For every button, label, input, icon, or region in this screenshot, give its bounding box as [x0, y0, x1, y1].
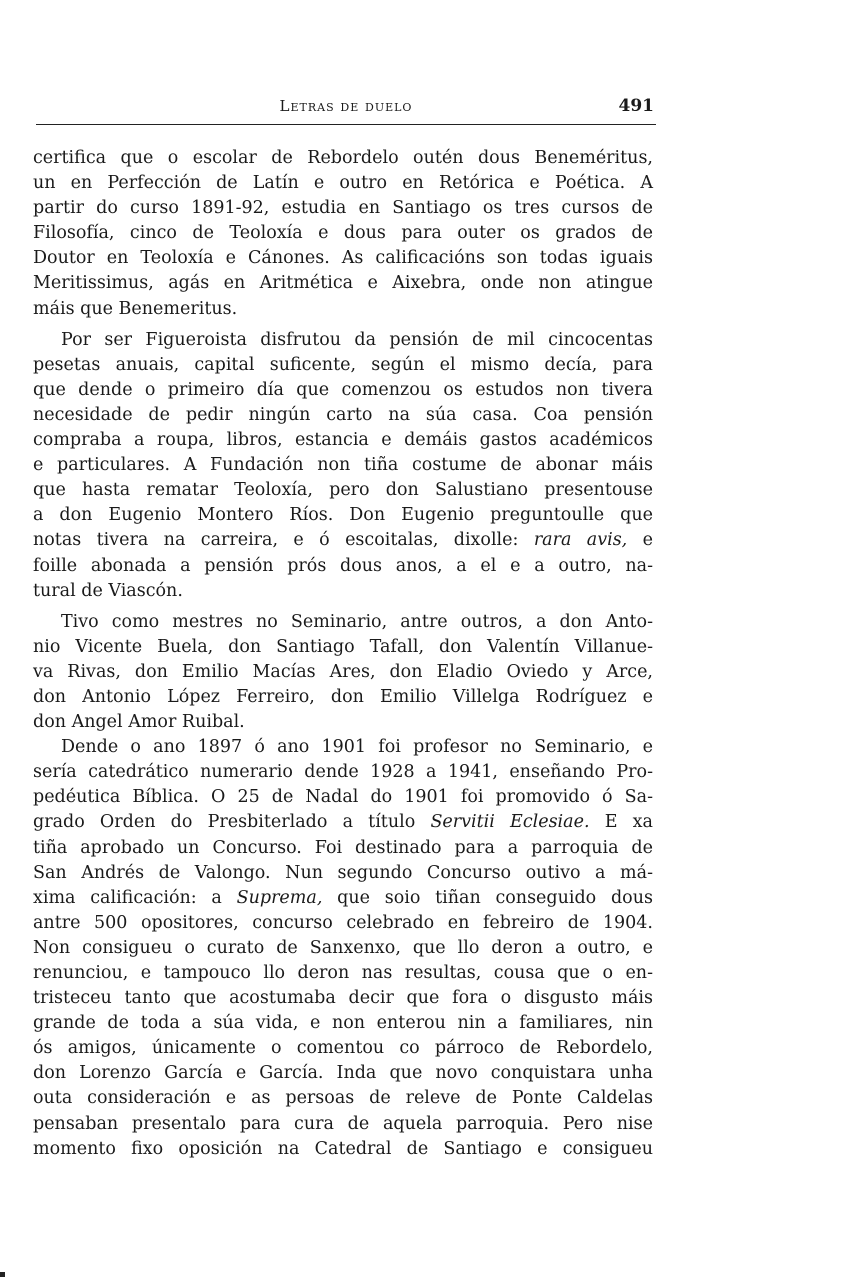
text-line: don Angel Amor Ruibal.	[33, 712, 245, 733]
italic-phrase: rara avis,	[533, 530, 628, 551]
text-span: notas tivera na carreira, e ó escoitalas, dixolle:	[33, 530, 519, 551]
text-line: don Lorenzo García e García. Inda que novo conquistara unha	[33, 1063, 653, 1084]
text-line: que hasta rematar Teoloxía, pero don Salustiano presentouse	[33, 480, 653, 501]
paragraph-2	[33, 328, 653, 604]
text-line: grande de toda a súa vida, e non enterou nin a familiares, nin	[33, 1013, 653, 1034]
text-line: a don Eugenio Montero Ríos. Don Eugenio preguntoulle que	[33, 505, 653, 526]
text-line: pedéutica Bíblica. O 25 de Nadal do 1901 foi promovido ó Sa-	[33, 787, 653, 808]
text-line	[33, 810, 653, 835]
text-line: Filosofía, cinco de Teoloxía e dous para outer os grados de	[33, 223, 653, 244]
text-line: don Antonio López Ferreiro, don Emilio Villelga Rodríguez e	[33, 686, 653, 707]
text-line: Por ser Figueroista disfrutou da pensión de mil cincocentas	[61, 329, 653, 350]
text-line: Meritissimus, agás en Aritmética e Aixebra, onde non atingue	[33, 273, 653, 294]
text-span: que soio tiñan conseguido dous	[337, 887, 653, 908]
text-line: pensaban presentalo para cura de aquela parroquia. Pero nise	[33, 1113, 653, 1134]
text-span: xima calificación: a	[33, 887, 222, 908]
text-line: antre 500 opositores, concurso celebrado en febreiro de 1904.	[33, 912, 653, 933]
text-line: tural de Viascón.	[33, 580, 183, 601]
italic-phrase: Servitii Eclesiae.	[430, 812, 590, 833]
text-line: que dende o primeiro día que comenzou os estudos non tivera	[33, 379, 653, 400]
text-line: tiña aprobado un Concurso. Foi destinado para a parroquia de	[33, 837, 653, 858]
text-line: Tivo como mestres no Seminario, antre outros, a don Anto-	[61, 611, 653, 632]
text-line: va Rivas, don Emilio Macías Ares, don Eladio Oviedo y Arce,	[33, 661, 653, 682]
text-line: compraba a roupa, libros, estancia e demáis gastos académicos	[33, 430, 653, 451]
text-line	[33, 886, 653, 911]
text-line: outa consideración e as persoas de releve de Ponte Caldelas	[33, 1088, 653, 1109]
text-line: Non consigueu o curato de Sanxenxo, que llo deron a outro, e	[33, 937, 653, 958]
text-line: foille abonada a pensión prós dous anos, a el e a outro, na-	[33, 555, 653, 576]
paragraph-1	[33, 146, 653, 322]
running-title: Letras de duelo	[279, 97, 413, 115]
text-span: e	[642, 530, 653, 551]
text-line: Doutor en Teoloxía e Cánones. As calificacións son todas iguais	[33, 248, 653, 269]
body-text	[33, 146, 653, 1162]
text-line: necesidade de pedir ningún carto na súa casa. Coa pensión	[33, 404, 653, 425]
text-line: pesetas anuais, capital suficente, según el mismo decía, para	[33, 354, 653, 375]
text-span: grado Orden do Presbiterlado a título	[33, 812, 416, 833]
text-line: e particulares. A Fundación non tiña costume de abonar máis	[33, 455, 653, 476]
italic-phrase: Suprema,	[236, 887, 323, 908]
text-line: momento fixo oposición na Catedral de Santiago e consigueu	[33, 1138, 653, 1159]
text-line: certifica que o escolar de Rebordelo outén dous Beneméritus,	[33, 148, 653, 168]
text-line: partir do curso 1891-92, estudia en Santiago os tres cursos de	[33, 198, 653, 219]
text-line: máis que Benemeritus.	[33, 298, 238, 319]
paragraph-4	[33, 735, 653, 1162]
paragraph-3	[33, 610, 653, 735]
text-line: renunciou, e tampouco llo deron nas resultas, cousa que o en-	[33, 963, 653, 983]
page-number: 491	[618, 96, 654, 116]
text-line: ós amigos, únicamente o comentou co párroco de Rebordelo,	[33, 1038, 653, 1059]
text-line	[33, 528, 653, 553]
text-line: Dende o ano 1897 ó ano 1901 foi profesor no Seminario, e	[61, 737, 653, 758]
running-header	[36, 92, 656, 125]
scan-mark	[0, 1272, 5, 1277]
text-line: un en Perfección de Latín e outro en Retórica e Poética. A	[33, 173, 653, 194]
text-line: San Andrés de Valongo. Nun segundo Concurso outivo a má-	[33, 862, 653, 883]
text-span: E xa	[604, 812, 653, 833]
text-line: nio Vicente Buela, don Santiago Tafall, don Valentín Villanue-	[33, 636, 653, 657]
text-line: sería catedrático numerario dende 1928 a 1941, enseñando Pro-	[33, 762, 653, 783]
text-line: tristeceu tanto que acostumaba decir que fora o disgusto máis	[33, 988, 653, 1009]
